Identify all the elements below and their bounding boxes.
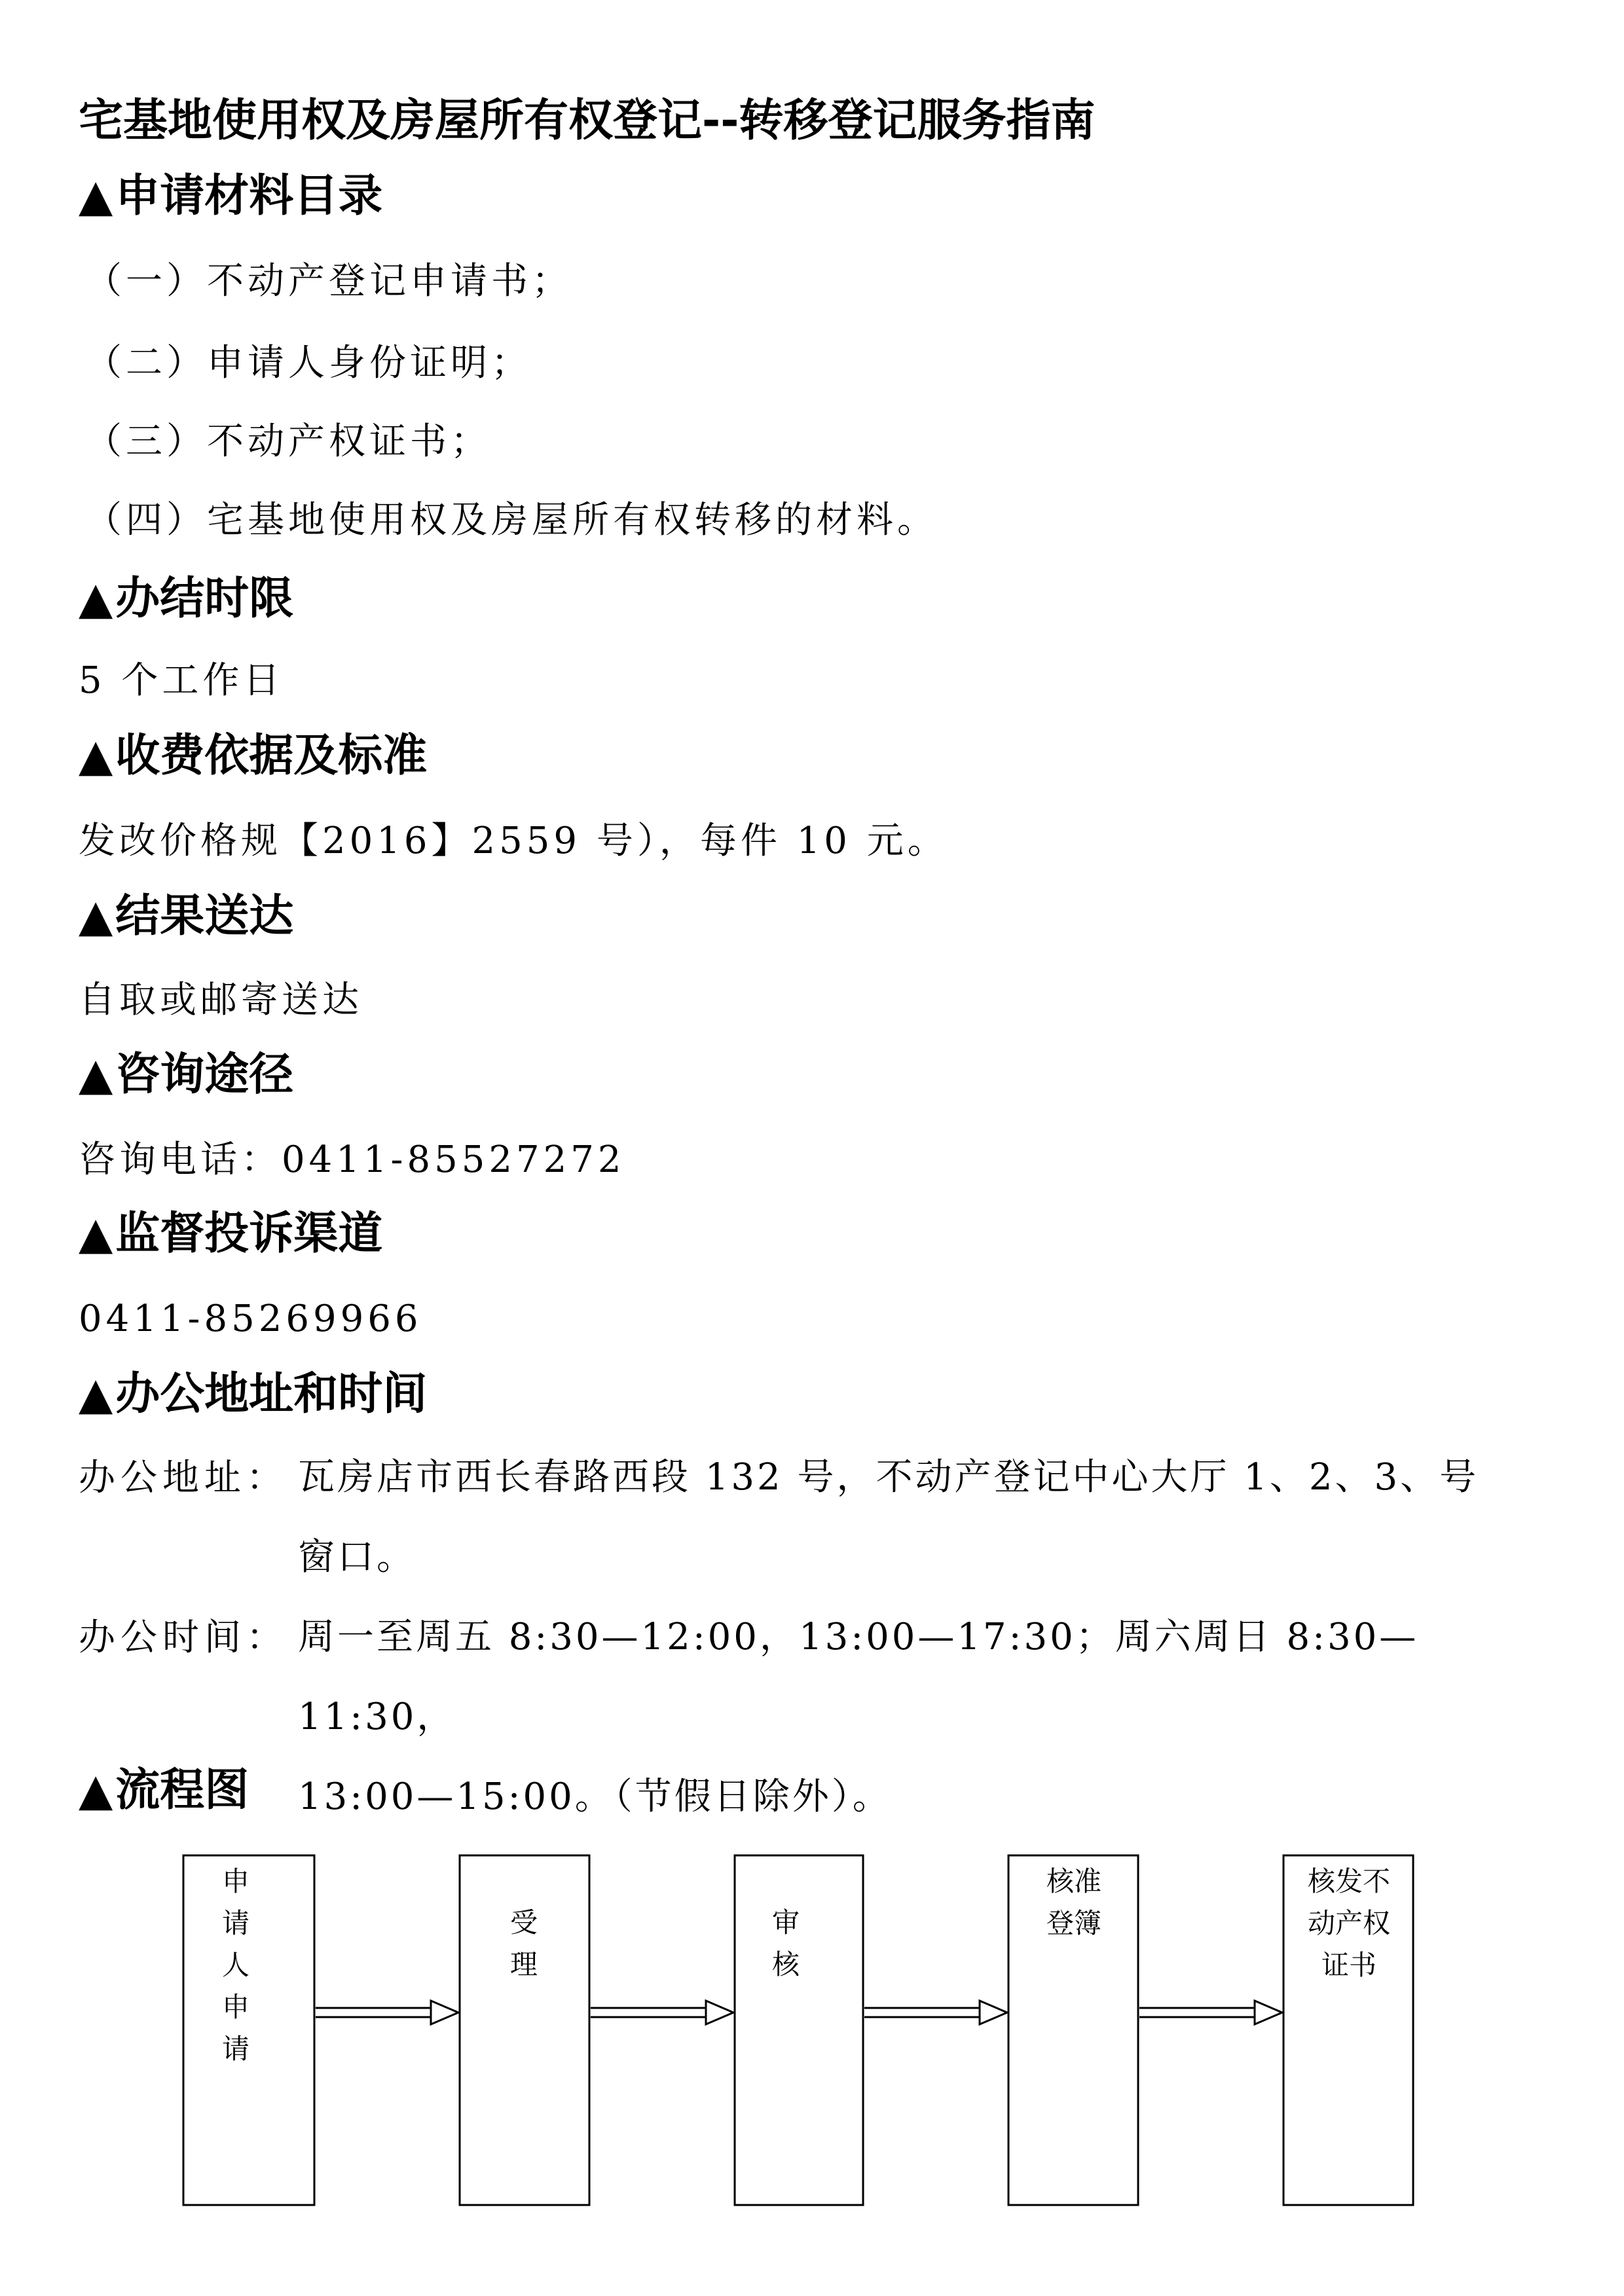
office-hours-line-2: 13:00—15:00。（节假日除外）。 — [298, 1776, 892, 1818]
triangle-marker-icon: ▲ — [79, 890, 113, 942]
materials-heading-text: 申请材料目录 — [115, 170, 383, 222]
triangle-marker-icon: ▲ — [79, 170, 113, 222]
time-limit-heading-text: 办结时限 — [115, 573, 294, 625]
flow-step-review-line: 核 — [771, 1948, 800, 1980]
triangle-marker-icon: ▲ — [79, 573, 113, 625]
document-title: 宅基地使用权及房屋所有权登记--转移登记服务指南 — [79, 95, 1096, 147]
flow-step-apply-text — [210, 1861, 262, 2070]
section-heading-consult — [79, 1046, 293, 1104]
flow-step-register-text — [1028, 1861, 1120, 1944]
flow-arrow-4 — [1139, 2001, 1282, 2024]
flow-step-apply-line: 申 — [221, 1865, 249, 1897]
flow-arrow-2 — [591, 2001, 733, 2024]
flow-step-apply-line: 请 — [221, 2033, 249, 2065]
flow-step-apply-line: 申 — [221, 1991, 249, 2023]
triangle-marker-icon: ▲ — [79, 1208, 113, 1260]
office-hours-line-1: 周一至周五 8:30—12:00，13:00—17:30；周六周日 8:30—11:30， — [298, 1616, 1419, 1738]
flow-arrow-1 — [316, 2001, 458, 2024]
delivery-text: 自取或邮寄送达 — [79, 979, 363, 1021]
consult-heading-text: 咨询途径 — [115, 1049, 294, 1101]
section-heading-office — [79, 1365, 427, 1424]
office-address-block — [298, 1438, 1562, 1597]
flow-step-review-text — [760, 1902, 812, 1986]
section-heading-delivery — [79, 887, 293, 946]
materials-item-2: （二）申请人身份证明； — [85, 342, 532, 384]
triangle-marker-icon: ▲ — [79, 1764, 113, 1816]
flow-step-register-line: 登簿 — [1046, 1907, 1101, 1939]
triangle-marker-icon: ▲ — [79, 730, 113, 782]
office-address-line-2: 窗口。 — [298, 1536, 416, 1578]
consult-phone-text: 咨询电话：0411-85527272 — [79, 1139, 625, 1181]
time-limit-text: 5 个工作日 — [79, 659, 284, 702]
fees-heading-text: 收费依据及标准 — [115, 730, 428, 782]
section-heading-flowchart — [79, 1761, 249, 1820]
fees-text: 发改价格规【2016】2559 号），每件 10 元。 — [79, 820, 948, 862]
triangle-marker-icon: ▲ — [79, 1049, 113, 1101]
complaint-phone-text: 0411-85269966 — [79, 1298, 422, 1340]
office-heading-text: 办公地址和时间 — [115, 1368, 428, 1420]
section-heading-complaint — [79, 1205, 382, 1264]
materials-item-3: （三）不动产权证书； — [85, 420, 491, 463]
triangle-marker-icon: ▲ — [79, 1368, 113, 1420]
process-flowchart — [0, 1820, 1624, 2226]
materials-item-1: （一）不动产登记申请书； — [85, 260, 572, 302]
flow-step-issue-line: 核发不 — [1307, 1865, 1390, 1897]
office-address-label: 办公地址： — [79, 1457, 288, 1499]
complaint-heading-text: 监督投诉渠道 — [115, 1208, 383, 1260]
materials-item-4: （四）宅基地使用权及房屋所有权转移的材料。 — [85, 499, 938, 541]
flow-step-accept-line: 理 — [509, 1948, 538, 1980]
section-heading-time-limit — [79, 570, 293, 629]
flow-step-accept-text — [498, 1902, 550, 1986]
flow-step-accept-line: 受 — [509, 1906, 538, 1939]
flow-step-review-line: 审 — [771, 1906, 800, 1939]
flow-step-register-line: 核准 — [1046, 1865, 1101, 1897]
section-heading-fees — [79, 727, 427, 786]
office-address-line-1: 瓦房店市西长春路西段 132 号，不动产登记中心大厅 1、2、3、号 — [298, 1456, 1479, 1499]
office-hours-block — [298, 1597, 1562, 1837]
office-hours-label: 办公时间： — [79, 1616, 288, 1659]
flow-step-apply-line: 请 — [221, 1907, 249, 1939]
delivery-heading-text: 结果送达 — [115, 890, 294, 942]
flow-step-apply-line: 人 — [221, 1949, 249, 1981]
flow-step-issue-line: 证书 — [1321, 1949, 1376, 1981]
flowchart-heading-text: 流程图 — [115, 1764, 249, 1816]
section-heading-materials — [79, 167, 382, 226]
flow-step-issue-line: 动产权 — [1307, 1907, 1390, 1939]
flow-step-issue-text — [1293, 1861, 1405, 1986]
flow-arrow-3 — [864, 2001, 1007, 2024]
